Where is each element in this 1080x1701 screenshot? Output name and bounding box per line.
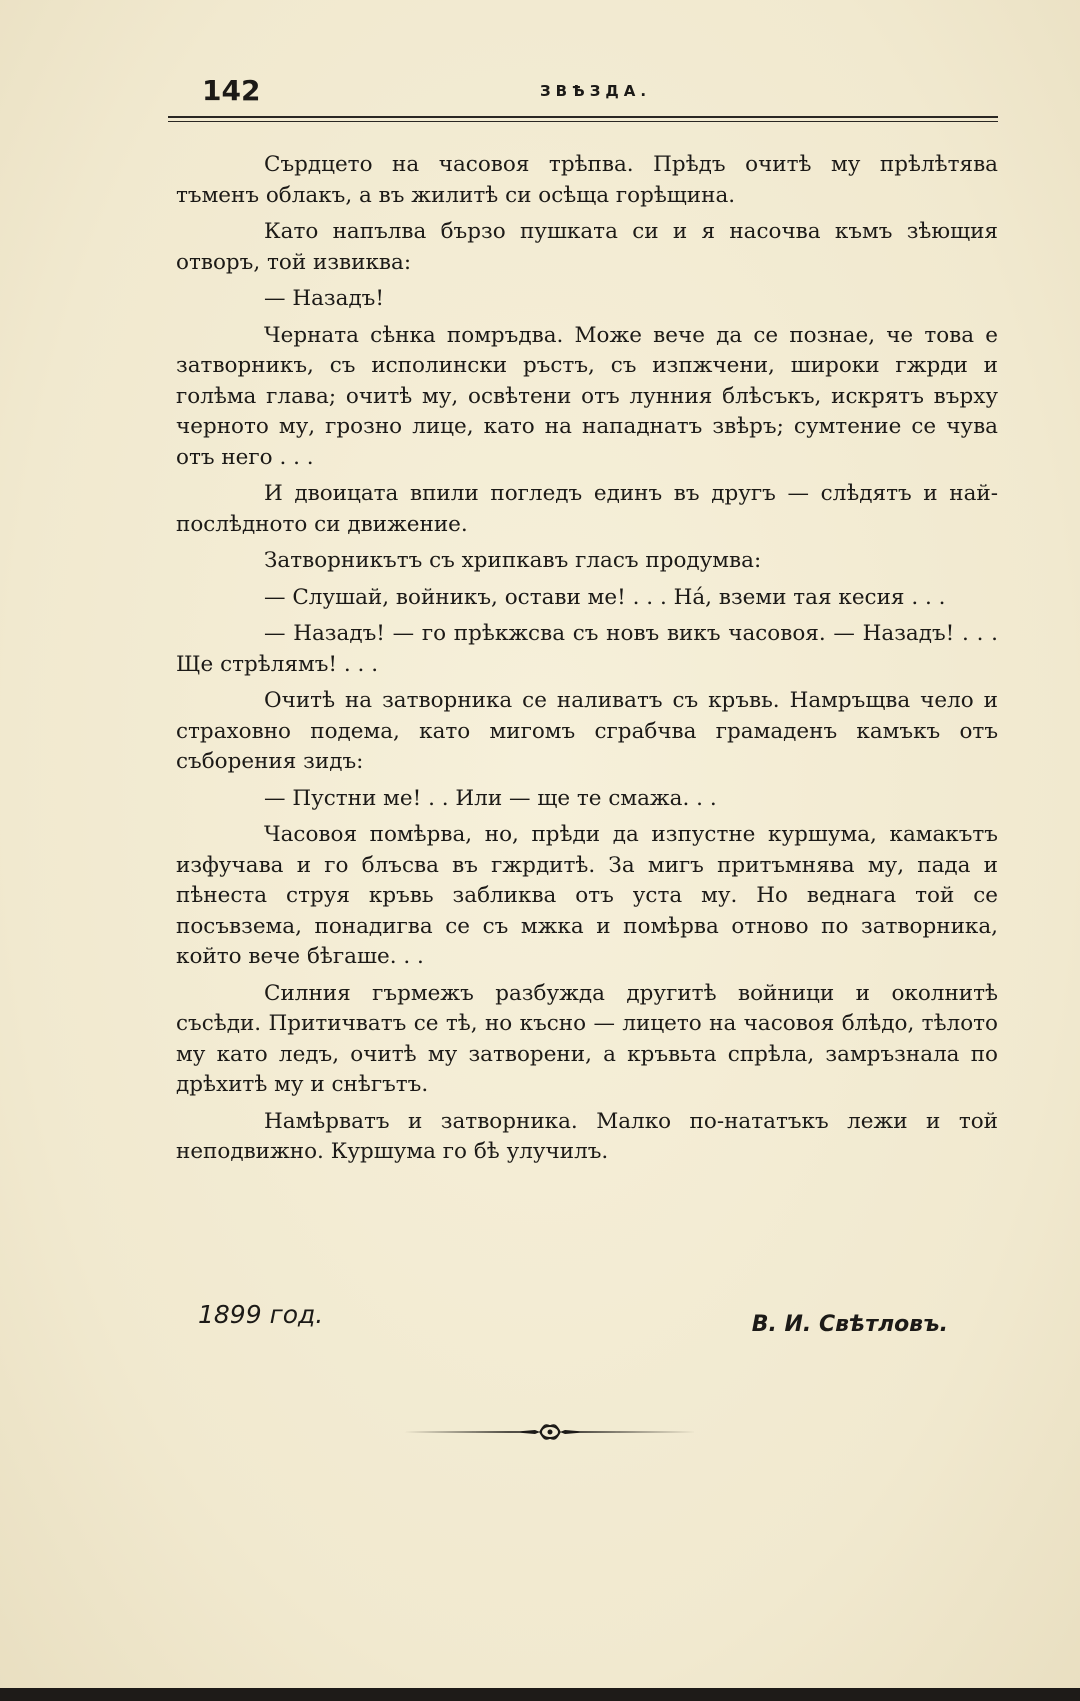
paragraph: Като напълва бързо пушката си и я насочва къмъ зѣющия отворъ, той извиква:	[176, 219, 998, 275]
paragraph: Очитѣ на затворника се наливатъ съ кръвь. Намръщва чело и страховно подема, като мигомъ сграбчва грамаденъ камъкъ отъ съборения зидъ:	[176, 688, 998, 774]
story-text	[176, 150, 998, 1174]
scan-edge	[0, 1688, 1080, 1701]
paragraph: Затворникътъ съ хрипкавъ гласъ продумва:	[264, 548, 762, 573]
paragraph: Намѣрватъ и затворника. Малко по-нататъкъ лежи и той неподвижно. Куршума го бѣ улучилъ.	[176, 1108, 998, 1164]
page-number: 142	[202, 74, 261, 107]
ornament-divider	[400, 1420, 700, 1444]
paragraph: — Назадъ!	[264, 286, 385, 311]
paragraph: И двоицата впили погледъ единъ въ другъ — слѣдятъ и най-послѣдното си движение.	[176, 481, 998, 537]
paragraph: — Пустни ме! . . Или — ще те смажа. . .	[264, 785, 717, 811]
paragraph: Часовоя помѣрва, но, прѣди да изпустне куршума, камакътъ изфучава и го блъсва въ гжрдитѣ. За мигъ притъмнява му, пада и пѣнеста струя кръвь забликва отъ уста му. Но веднага той се посъвзема, понадигва се съ мжка и помѣрва отново по затворника, който вече бѣгаше. . .	[176, 822, 998, 969]
paragraph: Силния гърмежъ разбужда другитѣ войници и околнитѣ съсѣди. Притичватъ се тѣ, но късно — лицето на часовоя блѣдо, тѣлото му като ледъ, очитѣ му затворени, а кръвьта спрѣла, замръзнала по дрѣхитѣ му и снѣгътъ.	[176, 980, 998, 1097]
paragraph: — Назадъ! — го прѣкжсва съ новъ викъ часовоя. — Назадъ! . . . Ще стрѣлямъ! . . .	[176, 621, 998, 677]
author-signature: В. И. Свѣтловъ.	[751, 1312, 948, 1337]
page-header	[160, 70, 1000, 110]
paragraph: Сърдцето на часовоя трѣпва. Прѣдъ очитѣ му прѣлѣтява тъменъ облакъ, а въ жилитѣ си осѣща горѣщина.	[176, 152, 998, 208]
signature-row	[176, 1300, 998, 1340]
paragraph: Черната сѣнка помръдва. Може вече да се познае, че това е затворникъ, съ исполински ръстъ, съ изпжчени, широки гжрди и голѣма глава; очитѣ му, освѣтени отъ лунния блѣсъкъ, искрятъ върху черното му, грозно лице, като на нападнатъ звѣръ; сумтение се чува отъ него . . .	[176, 322, 998, 470]
running-title: ЗВѢЗДА.	[540, 82, 652, 100]
header-rule	[168, 116, 998, 122]
paragraph: — Слушай, войникъ, остави ме! . . . На́, вземи тая кесия . . .	[264, 584, 946, 610]
date: 1899 год.	[198, 1300, 324, 1329]
